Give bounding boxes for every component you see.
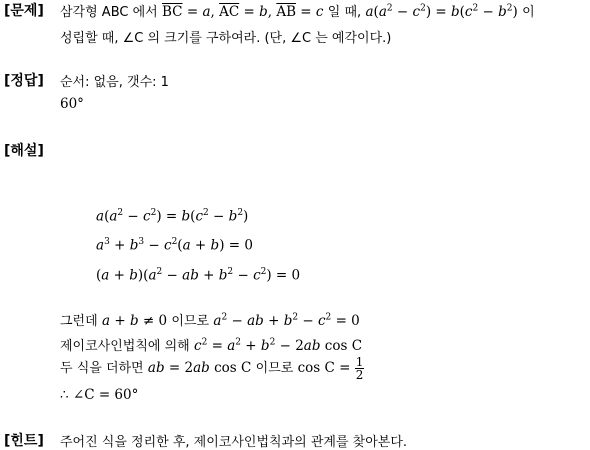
solution-eq-2: $a^3 + b^3 - c^2(a + b) = 0$ (96, 237, 253, 254)
problem-conditions: $\overline{BC} = a$, $\overline{AC} = b$, $\overline{AB} = c$ (162, 4, 324, 20)
fraction-one-half: $\frac{1}{2}$ (355, 355, 364, 382)
solution-eq-3: $(a + b)(a^2$ − ab + $b^2 - c^2) = 0$ (96, 267, 301, 284)
solution-line-4: ∴ ∠C = 60° (60, 387, 139, 403)
answer-meta: 순서: 없음, 갯수: 1 (60, 75, 169, 90)
problem-line-1: 삼각형 ABC 에서 $\overline{BC} = a$, $\overline{AC} = b$, $\overline{AB} = c$ 일 때, $a(a^2 - c^2) = b(c^2 - b^2)$ 이 (60, 3, 535, 20)
solution-eq-1: $a(a^2 - c^2) = b(c^2 - b^2)$ (96, 208, 249, 225)
answer-value: 60° (60, 96, 84, 112)
solution-line-1: 그런데 a + b ≠ 0 이므로 $a^2$ − ab + $b^2 - c^2 = 0$ (60, 312, 360, 329)
solution-line-2: 제이코사인법칙에 의해 $c^2 = a^2 + b^2 - 2ab$ cos C (60, 337, 363, 354)
problem-equation: $a(a^2 - c^2) = b(c^2 - b^2)$ (365, 3, 518, 20)
solution-label: [해설] (4, 143, 44, 159)
answer-label: [정답] (4, 73, 44, 89)
problem-line-2: 성립할 때, ∠C 의 크기를 구하여라. (단, ∠C 는 예각이다.) (60, 31, 392, 46)
problem-label: [문제] (4, 3, 44, 19)
hint-label: [힌트] (4, 433, 44, 449)
hint-text: 주어진 식을 정리한 후, 제이코사인법칙과의 관계를 찾아본다. (60, 435, 408, 450)
solution-line-3: 두 식을 더하면 ab = 2ab cos C 이므로 cos C = $\frac{1}{2}$ (60, 355, 364, 382)
